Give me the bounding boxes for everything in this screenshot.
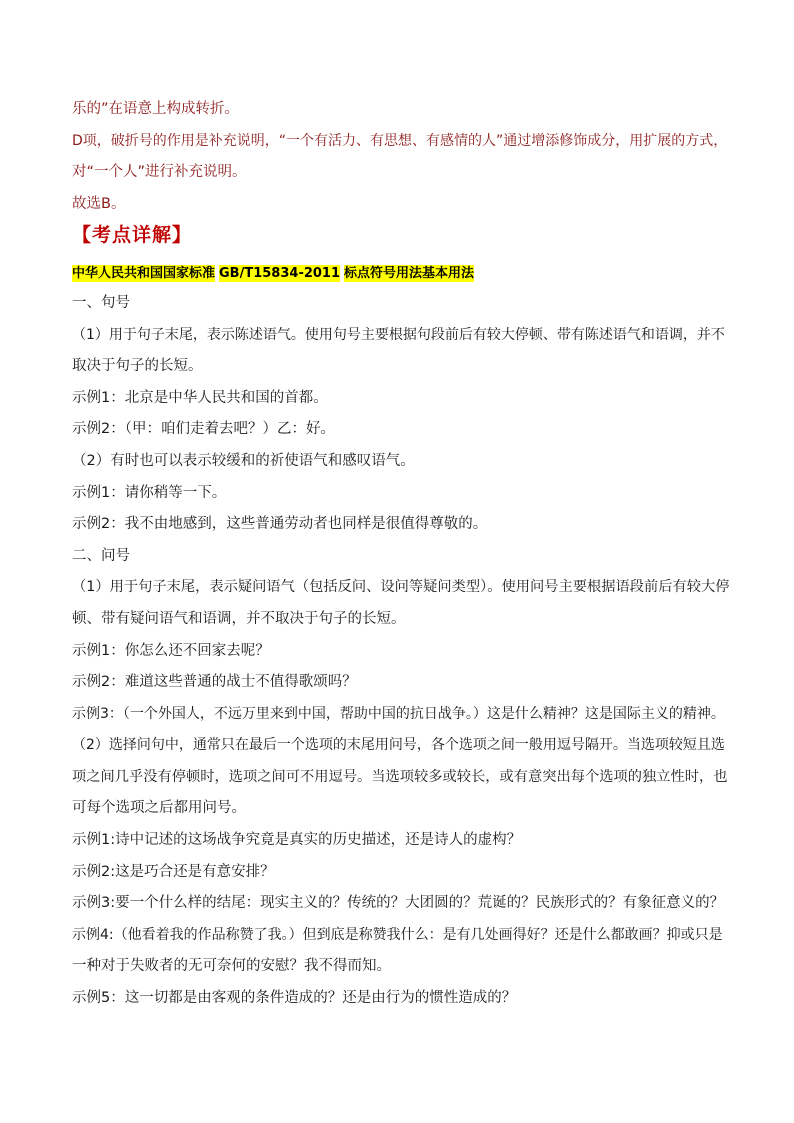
body-text-line: 顿、带有疑问语气和语调，并不取决于句子的长短。 [72, 610, 406, 627]
example-line: 示例2：我不由地感到，这些普通劳动者也同样是很值得尊敬的。 [72, 516, 488, 533]
example-line: 示例2：难道这些普通的战士不值得歌颂吗？ [72, 674, 357, 691]
section-title-period: 一、句号 [72, 294, 130, 311]
example-line: 一种对于失败者的无可奈何的安慰？我不得而知。 [72, 958, 391, 975]
example-line: 示例2:这是巧合还是有意安排？ [72, 863, 275, 880]
standard-code: GB/T15834-2011 [219, 266, 341, 282]
analysis-text-line-1: 乐的”在语意上构成转折。 [72, 101, 240, 117]
section-title-question-mark: 二、问号 [72, 547, 130, 564]
body-text-line: （1）用于句子末尾，表示陈述语气。使用句号主要根据句段前后有较大停顿、带有陈述语气和语调，并不 [72, 326, 725, 343]
example-line: 示例2：（甲：咱们走着去吧？）乙：好。 [72, 421, 335, 438]
section-heading-key-points: 【考点详解】 [72, 224, 193, 247]
example-line: 示例3：（一个外国人，不远万里来到中国，帮助中国的抗日战争。）这是什么精神？这是国际主义的精神。 [72, 705, 725, 722]
analysis-text-line-2: D项，破折号的作用是补充说明，“一个有活力、有思想、有感情的人”通过增添修饰成分，用扩展的方式， [72, 132, 728, 149]
standard-title-part-1: 中华人民共和国国家标准 [72, 266, 216, 282]
body-text-line: 可每个选项之后都用问号。 [72, 800, 246, 817]
example-line: 示例3:要一个什么样的结尾：现实主义的？传统的？大团圆的？荒诞的？民族形式的？有象征意义的？ [72, 895, 725, 912]
example-line: 示例1:诗中记述的这场战争究竟是真实的历史描述，还是诗人的虚构？ [72, 832, 522, 849]
standard-title [72, 256, 732, 288]
standard-title-part-2: 标点符号用法基本用法 [344, 266, 475, 282]
example-line: 示例1：请你稍等一下。 [72, 484, 227, 501]
body-text-line: （2）有时也可以表示较缓和的祈使语气和感叹语气。 [72, 452, 415, 469]
example-line: 示例1：你怎么还不回家去呢？ [72, 642, 270, 659]
analysis-text-line-3: 对“一个人”进行补充说明。 [72, 164, 247, 181]
document-page [72, 94, 732, 1015]
body-text-line: （2）选择问句中，通常只在最后一个选项的末尾用问号，各个选项之间一般用逗号隔开。当选项较短且选 [72, 737, 725, 754]
body-text-line: （1）用于句子末尾，表示疑问语气（包括反问、设问等疑问类型）。使用问号主要根据语段前后有较大停 [72, 579, 730, 596]
example-line: 示例4:（他看着我的作品称赞了我。）但到底是称赞我什么：是有几处画得好？还是什么都敢画？抑或只是 [72, 926, 723, 943]
body-text-line: 项之间几乎没有停顿时，选项之间可不用逗号。当选项较多或较长，或有意突出每个选项的独立性时，也 [72, 768, 728, 785]
example-line: 示例5：这一切都是由客观的条件造成的？还是由行为的惯性造成的？ [72, 990, 517, 1007]
answer-line: 故选B。 [72, 195, 126, 212]
example-line: 示例1：北京是中华人民共和国的首都。 [72, 389, 328, 406]
body-text-line: 取决于句子的长短。 [72, 358, 203, 375]
